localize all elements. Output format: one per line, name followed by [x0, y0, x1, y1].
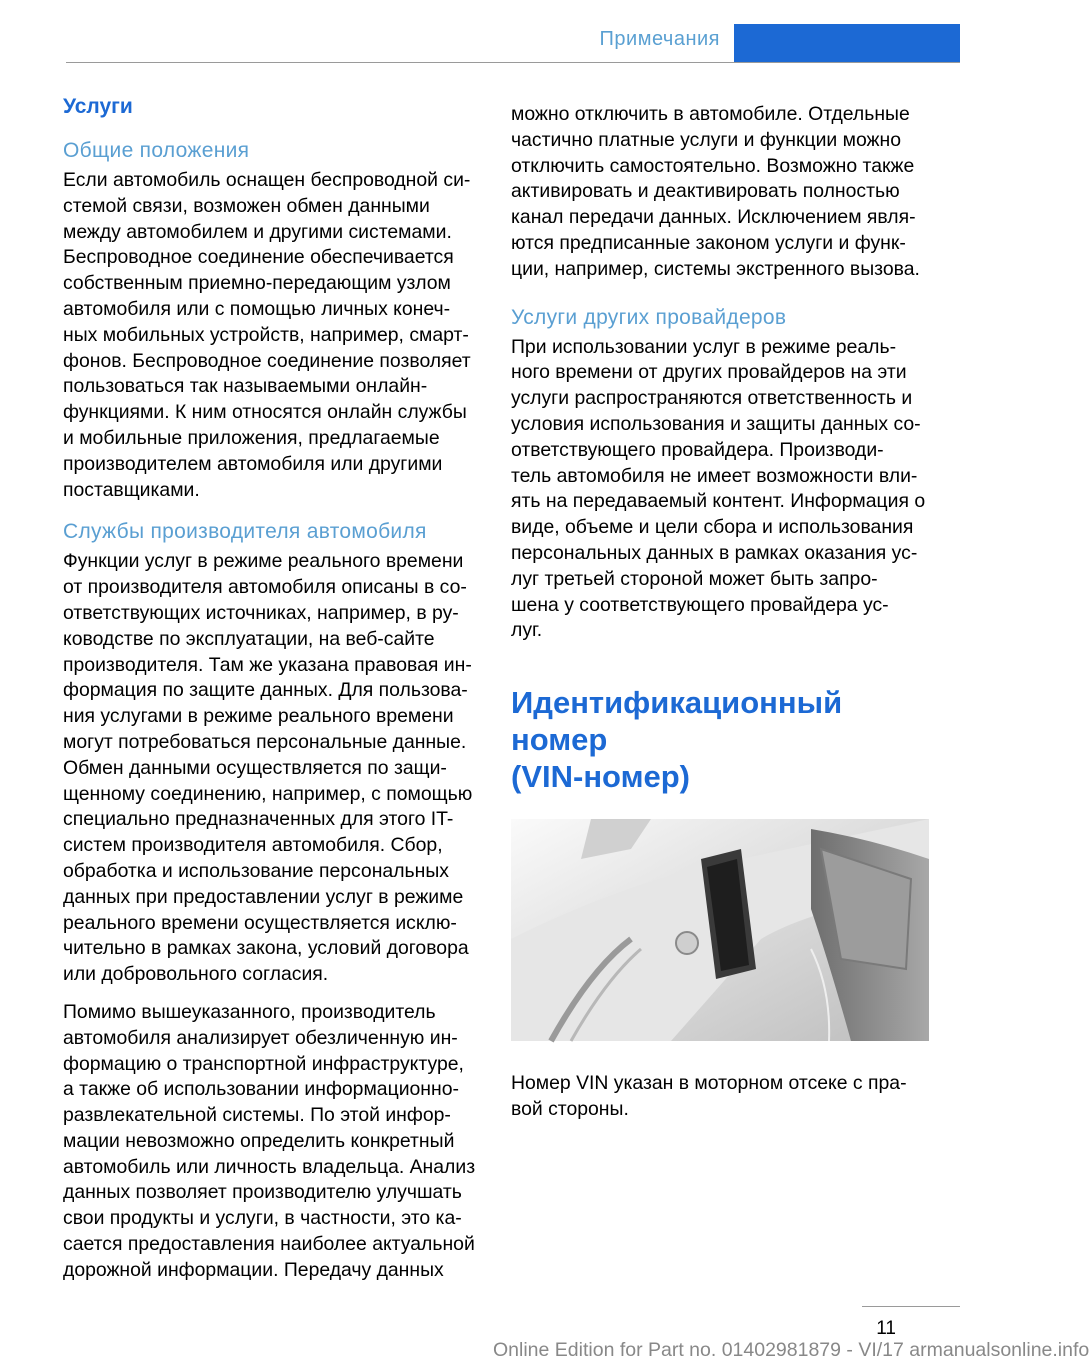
text-line: ются предписанные законом услуги и функ-: [511, 231, 906, 254]
text-line: частично платные услуги и функции можно: [511, 128, 901, 151]
left-column: [63, 94, 477, 1284]
text-line: автомобиля или с помощью личных конеч-: [63, 297, 451, 320]
text-line: луг третьей стороной может быть запро-: [511, 567, 878, 590]
text-line: Номер VIN указан в моторном отсеке с пра-: [511, 1072, 907, 1095]
heading-vin: [511, 684, 929, 795]
text-line: щенному соединению, например, с помощью: [63, 782, 473, 805]
text-line: формация по защите данных. Для пользова-: [63, 679, 468, 702]
text-line: ных мобильных устройств, например, смарт-: [63, 323, 469, 346]
text-line: Обмен данными осуществляется по защи-: [63, 756, 447, 779]
text-line: Помимо вышеуказанного, производитель: [63, 1000, 436, 1023]
text-line: Если автомобиль оснащен беспроводной си-: [63, 169, 471, 191]
text-line: ять на передаваемый контент. Информация о: [511, 490, 926, 513]
paragraph-manufacturer: [63, 549, 477, 988]
text-line: мации невозможно определить конкретный: [63, 1129, 455, 1152]
text-line: ния услугами в режиме реального времени: [63, 705, 454, 728]
heading-vin-line-1: Идентификационный номер: [511, 685, 843, 758]
text-line: свои продукты и услуги, в частности, это ка-: [63, 1207, 462, 1230]
text-line: фонов. Беспроводное соединение позволяет: [63, 349, 471, 372]
text-line: пользоваться так называемыми онлайн-: [63, 375, 428, 398]
engine-bay-photo: [511, 819, 929, 1041]
edition-text: Online Edition for Part no. 01402981879 - VI/17: [493, 1339, 904, 1361]
text-line: дорожной информации. Передачу данных: [63, 1258, 444, 1281]
text-line: персональных данных в рамках оказания ус-: [511, 541, 918, 564]
spacer: [63, 988, 477, 1000]
text-line: условия использования и защиты данных со-: [511, 412, 921, 435]
text-line: ответствующего провайдера. Производи-: [511, 438, 884, 461]
paragraph-vin: [511, 1071, 929, 1123]
text-line: ководстве по эксплуатации, на веб-сайте: [63, 627, 435, 650]
text-line: от производителя автомобиля описаны в со-: [63, 576, 467, 599]
text-line: сается предоставления наиболее актуальной: [63, 1233, 475, 1256]
text-line: или добровольного согласия.: [63, 963, 329, 986]
text-line: между автомобилем и другими системами.: [63, 220, 452, 243]
page-number: 11: [876, 1318, 896, 1339]
engine-bay-illustration: [511, 819, 929, 1041]
text-line: обработка и использование персональных: [63, 859, 449, 882]
text-line: могут потребоваться персональные данные.: [63, 730, 467, 753]
heading-general: Общие положения: [63, 139, 250, 162]
text-line: поставщиками.: [63, 478, 200, 501]
text-line: вой стороны.: [511, 1097, 629, 1120]
paragraph-providers: [511, 335, 929, 645]
text-line: данных позволяет производителю улучшать: [63, 1181, 462, 1204]
footer-edition: [493, 1339, 1089, 1362]
footer-rule: [862, 1306, 960, 1307]
text-line: отключить самостоятельно. Возможно также: [511, 154, 915, 177]
text-line: собственным приемно-передающим узлом: [63, 272, 451, 295]
text-line: канал передачи данных. Исключением явля-: [511, 206, 916, 229]
heading-manufacturer: Службы производителя автомобиля: [63, 520, 427, 544]
text-line: специально предназначенных для этого IT-: [63, 808, 454, 831]
text-line: чительно в рамках закона, условий договора: [63, 937, 469, 960]
text-line: активировать и деактивировать полностью: [511, 180, 900, 203]
text-line: и мобильные приложения, предлагаемые: [63, 426, 440, 449]
text-line: можно отключить в автомобиле. Отдельные: [511, 103, 910, 125]
right-column: [511, 102, 929, 1123]
text-line: услуги распространяются ответственность и: [511, 387, 913, 410]
text-line: Беспроводное соединение обеспечивается: [63, 246, 454, 269]
text-line: реального времени осуществляется исклю-: [63, 911, 457, 934]
text-line: производителя. Там же указана правовая ин-: [63, 653, 472, 676]
text-line: а также об использовании информационно-: [63, 1078, 459, 1101]
text-line: Функции услуг в режиме реального времени: [63, 550, 464, 573]
header-accent-bar: [734, 24, 960, 62]
text-line: производителем автомобиля или другими: [63, 452, 443, 475]
text-line: тель автомобиля не имеет возможности вли-: [511, 464, 918, 487]
text-line: виде, объеме и цели сбора и использования: [511, 516, 914, 539]
paragraph-continued: [511, 102, 929, 283]
text-line: ответствующих источниках, например, в ру-: [63, 601, 459, 624]
text-line: формацию о транспортной инфраструктуре,: [63, 1052, 464, 1075]
watermark-text: armanualsonline.info: [909, 1339, 1089, 1361]
spacer: [511, 283, 929, 305]
header-rule: [66, 62, 960, 63]
paragraph-analysis: [63, 1000, 477, 1284]
heading-services: Услуги: [63, 95, 133, 118]
text-line: стемой связи, возможен обмен данными: [63, 194, 430, 217]
text-line: ции, например, системы экстренного вызова.: [511, 257, 920, 280]
heading-providers: Услуги других провайдеров: [511, 305, 787, 329]
text-line: При использовании услуг в режиме реаль-: [511, 335, 897, 358]
text-line: развлекательной системы. По этой инфор-: [63, 1104, 451, 1127]
text-line: ного времени от других провайдеров на эти: [511, 361, 907, 384]
text-line: систем производителя автомобиля. Сбор,: [63, 834, 443, 857]
text-line: данных при предоставлении услуг в режиме: [63, 885, 464, 908]
heading-vin-line-2: (VIN-номер): [511, 759, 691, 795]
section-title: Примечания: [599, 28, 720, 50]
paragraph-general: [63, 168, 477, 503]
text-line: автомобиль или личность владельца. Анализ: [63, 1155, 476, 1178]
spacer: [63, 503, 477, 519]
text-line: луг.: [511, 619, 543, 642]
text-line: автомобиля анализирует обезличенную ин-: [63, 1026, 458, 1049]
text-line: шена у соответствующего провайдера ус-: [511, 593, 889, 616]
text-line: функциями. К ним относятся онлайн службы: [63, 401, 467, 424]
